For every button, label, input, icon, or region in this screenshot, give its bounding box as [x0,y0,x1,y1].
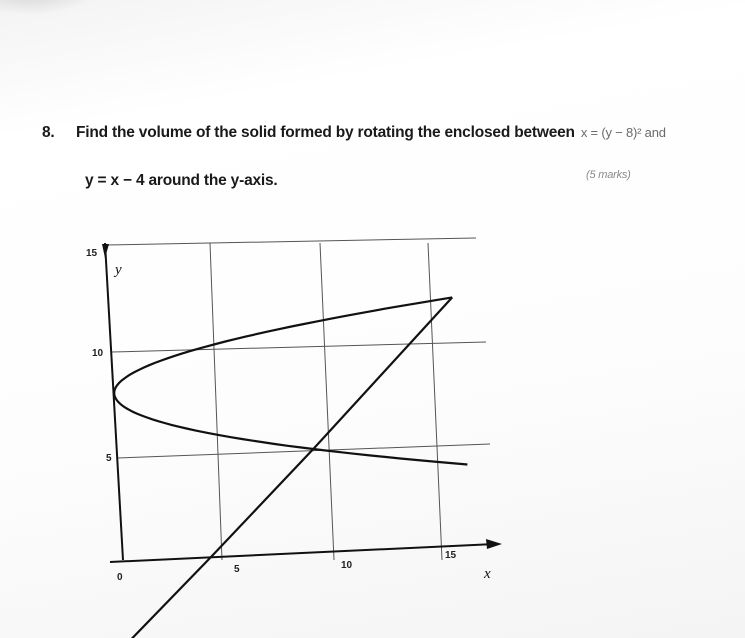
question-equation-1: x = (y − 8)² and [580,125,666,140]
marks-label: (5 marks) [586,169,631,181]
grid-line-y10 [112,342,486,352]
series-parabola [114,297,467,464]
y-tick-label-10: 10 [92,348,104,359]
x-tick-label-10: 10 [341,560,353,571]
y-axis [105,243,123,560]
grid-line-x5 [210,243,222,560]
x-axis [110,544,495,562]
y-tick-label-5: 5 [106,453,112,464]
grid-line-x10 [320,243,334,560]
curves [64,297,468,638]
x-axis-arrow [486,539,502,549]
x-axis-label: x [484,566,491,582]
y-axis-arrow [102,244,109,258]
grid-line-x15 [428,243,442,560]
y-axis-label: y [115,262,122,278]
grid-line-y15 [106,238,476,245]
grid [106,238,490,560]
grid-line-y5 [117,444,490,458]
question-equation-2: y = x − 4 around the y-axis. [85,172,278,189]
origin-label: 0 [117,572,123,583]
y-tick-label-15: 15 [86,248,98,259]
x-tick-label-5: 5 [234,564,240,575]
x-tick-label-15: 15 [445,550,457,561]
question-number: 8. [42,124,55,141]
question-text: Find the volume of the solid formed by rotating the enclosed between [76,124,575,141]
axes [102,243,502,562]
